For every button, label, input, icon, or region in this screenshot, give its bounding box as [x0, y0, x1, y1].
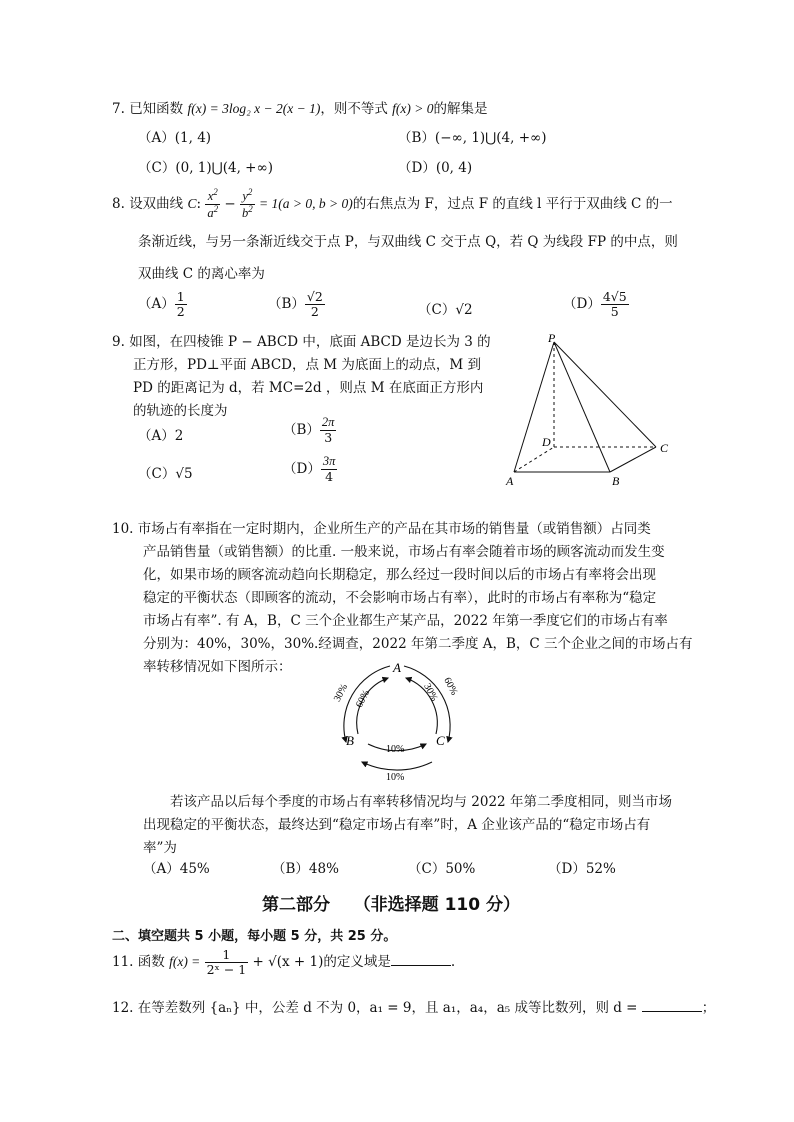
part2-heading: 第二部分 （非选择题 110 分） [262, 895, 521, 915]
label-A: A [506, 474, 514, 488]
q10-para1-line2: 产品销售量（或销售额）的比重. 一般来说，市场占有率会随着市场的顾客流动而发生变 [143, 544, 665, 560]
q8-stem-line2: 条渐近线，与另一条渐近线交于点 P，与双曲线 C 交于点 Q，若 Q 为线段 FP 的中点，则 [138, 234, 678, 250]
node-B: B [346, 733, 354, 748]
arc-outer-A-to-C [404, 666, 450, 742]
label-C: C [660, 441, 669, 455]
q8-stem-line1: 8. 设双曲线 C: $\frac{x^2}{a^2}$ − $\frac{y^2}{b^2}$ = 1(a > 0, b > 0)的右焦点为 F，过点 F 的直线 l 平行于双曲线 C 的一 [112, 187, 673, 221]
label-P: P [548, 331, 556, 345]
q8-option-b[interactable]: （B） $\frac{√2}{2}$ [268, 289, 323, 319]
q9-option-d[interactable]: （D） $\frac{3\pi}{4}$ [283, 454, 336, 484]
edge-PC [554, 342, 656, 447]
label-D: D [542, 435, 551, 449]
q7-option-a[interactable]: （A）(1, 4) [138, 130, 212, 146]
q11-answer-blank[interactable] [391, 953, 451, 966]
q9-option-b[interactable]: （B） $\frac{2\pi}{3}$ [283, 415, 335, 445]
q9-option-a[interactable]: （A）2 [138, 428, 184, 444]
q10-option-d[interactable]: （D）52% [548, 861, 616, 877]
market-transition-diagram [322, 652, 472, 787]
label-outer-AB: 30% [331, 682, 351, 704]
q8-option-d[interactable]: （D） $\frac{4√5}{5}$ [563, 289, 627, 319]
q7-option-c[interactable]: （C）(0, 1)⋃(4, +∞) [138, 160, 273, 176]
q11-stem: 11. 函数 f(x) = $\frac{1}{\text{2ˣ − 1}}$ + √(x + 1)的定义域是 . [112, 947, 456, 977]
q9-stem-line3: PD 的距离记为 d，若 MC=2d ，则点 M 在底面正方形内 [133, 380, 484, 396]
edge-PB [554, 342, 610, 472]
q10-para1-line4: 稳定的平衡状态（即顾客的流动，不会影响市场占有率），此时的市场占有率称为“稳定 [143, 590, 657, 606]
q8-option-c[interactable]: （C）√2 [418, 302, 473, 318]
label-outer-AC: 60% [441, 675, 460, 698]
q8-stem-line3: 双曲线 C 的离心率为 [138, 266, 265, 282]
q8-x-fraction: $\frac{x^2}{a^2}$ [207, 187, 219, 221]
q10-para1-line7: 率转移情况如下图所示： [143, 659, 292, 675]
q8-option-a[interactable]: （A） $\frac{1}{2}$ [138, 289, 185, 319]
arc-outer-C-to-B [362, 762, 432, 770]
label-inner-BC: 10% [386, 744, 405, 755]
q9-stem-line2: 正方形，PD⊥平面 ABCD，点 M 为底面上的动点，M 到 [133, 357, 481, 373]
q10-para1-line1: 10. 市场占有率指在一定时期内，企业所生产的产品在其市场的销售量（或销售额）占同类 [112, 521, 651, 537]
arc-outer-A-to-B [344, 666, 390, 742]
q9-option-c[interactable]: （C）√5 [138, 466, 193, 482]
q10-para1-line6: 分别为：40%，30%，30%.经调查，2022 年第二季度 A，B，C 三个企业之间的市场占有 [143, 636, 693, 652]
q10-option-b[interactable]: （B）48% [272, 861, 339, 877]
label-B: B [612, 474, 620, 488]
q10-option-c[interactable]: （C）50% [408, 861, 476, 877]
q9-stem-line1: 9. 如图，在四棱锥 P − ABCD 中，底面 ABCD 是边长为 3 的 [112, 334, 491, 350]
label-inner-AC: 30% [421, 681, 440, 704]
q7-option-d[interactable]: （D）(0, 4) [398, 160, 473, 176]
q9-stem-line4: 的轨迹的长度为 [133, 403, 228, 419]
q10-option-a[interactable]: （A）45% [143, 861, 210, 877]
edge-BC [610, 447, 656, 472]
edge-AD [514, 447, 554, 472]
q8-y-fraction: $\frac{y^2}{b^2}$ [242, 187, 253, 221]
q10-para1-line5: 市场占有率”. 有 A，B，C 三个企业都生产某产品，2022 年第一季度它们的市场占有率 [143, 613, 668, 629]
q7-stem: 7. 已知函数 f(x) = 3log₂ x − 2(x − 1)，则不等式 f(x) > 0的解集是 [112, 101, 488, 117]
q10-para1-line3: 化，如果市场的顾客流动趋向长期稳定，那么经过一段时间以后的市场占有率将会出现 [143, 567, 656, 583]
section2-header: 二、填空题共 5 小题，每小题 5 分，共 25 分。 [112, 929, 397, 944]
q7-option-b[interactable]: （B）(−∞, 1)⋃(4, +∞) [398, 130, 547, 146]
label-inner-AB: 60% [353, 688, 373, 710]
pyramid-figure [500, 330, 680, 490]
edge-PA [514, 342, 554, 472]
q10-para2-line1: 若该产品以后每个季度的市场占有率转移情况均与 2022 年第二季度相同，则当市场 [170, 794, 672, 810]
q10-para2-line2: 出现稳定的平衡状态，最终达到“稳定市场占有率”时，A 企业该产品的“稳定市场占有 [143, 817, 651, 833]
q12-stem: 12. 在等差数列 {aₙ} 中，公差 d 不为 0，a₁ = 9，且 a₁，a₄，a₅ 成等比数列，则 d = ； [112, 1000, 716, 1016]
q10-para2-line3: 率”为 [143, 840, 177, 856]
label-outer-BC: 10% [386, 772, 405, 783]
node-A: A [393, 660, 401, 675]
q11-fraction: $\frac{1}{\text{2ˣ − 1}}$ [206, 947, 247, 977]
q12-answer-blank[interactable] [642, 999, 702, 1012]
node-C: C [436, 733, 445, 748]
